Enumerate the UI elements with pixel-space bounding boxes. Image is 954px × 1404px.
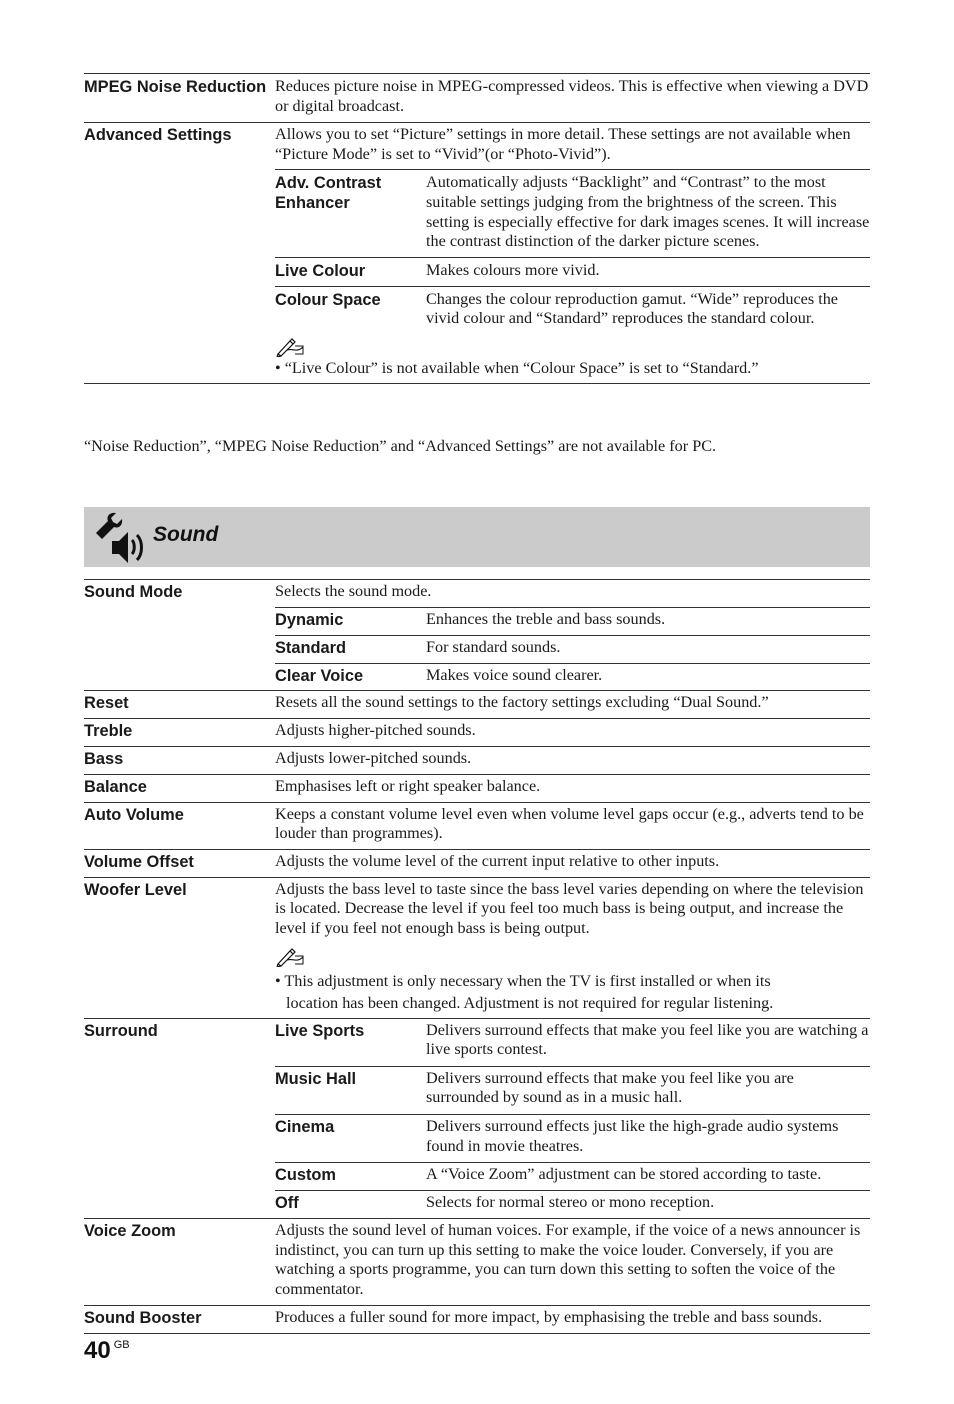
- sub-option-term: Live Sports: [275, 1021, 365, 1040]
- sub-option-row: [275, 169, 870, 256]
- table-row: [84, 1218, 870, 1304]
- sub-option-row: [275, 1066, 870, 1114]
- table-row: [84, 849, 870, 877]
- note-line: location has been changed. Adjustment is not required for regular listening.: [286, 993, 774, 1012]
- sub-option-description: Delivers surround effects that make you feel like you are watching a live sports contest.: [426, 1020, 869, 1059]
- setting-description: Adjusts the bass level to taste since the bass level varies depending on where the television is located. Decrease the level if you feel too much bass is being output, and increase the level if you feel not enough bass is being output.: [275, 879, 864, 937]
- sound-settings-table: [84, 579, 870, 1334]
- page-number: [84, 1337, 130, 1365]
- sub-option-description: Delivers surround effects that make you feel like you are surrounded by sound as in a music hall.: [426, 1068, 794, 1107]
- note-text: [275, 967, 870, 1014]
- setting-term: Voice Zoom: [84, 1222, 176, 1241]
- setting-description: Adjusts the sound level of human voices. For example, if the voice of a news announcer is indistinct, you can turn up this setting to make the voice louder. Conversely, if you are watching a sports programme, you can turn down this setting to soften the voice of the commentator.: [275, 1221, 861, 1298]
- table-row: [84, 690, 870, 718]
- setting-term: Surround: [84, 1021, 158, 1040]
- note-pencil-icon: [275, 337, 305, 357]
- setting-term: Advanced Settings: [84, 126, 232, 145]
- setting-term: Woofer Level: [84, 880, 187, 899]
- table-row: [84, 122, 870, 383]
- sub-option-description: Makes colours more vivid.: [426, 260, 600, 279]
- sub-option-row: [275, 663, 870, 690]
- setting-description: Produces a fuller sound for more impact, by emphasising the treble and bass sounds.: [275, 1307, 823, 1326]
- sub-option-term: Adv. Contrast Enhancer: [275, 174, 382, 213]
- sub-option-description: Automatically adjusts “Backlight” and “Contrast” to the most suitable settings judging from the brightness of the screen. This setting is especially effective for dark images scenes. It will increase the contrast distinction of the darker picture scenes.: [426, 173, 870, 251]
- setting-term: Balance: [84, 777, 147, 796]
- sub-option-term: Colour Space: [275, 290, 381, 309]
- sub-option-term: Dynamic: [275, 610, 344, 629]
- setting-description: Emphasises left or right speaker balance.: [275, 776, 541, 795]
- setting-details: [275, 582, 870, 690]
- setting-term: Auto Volume: [84, 805, 184, 824]
- sub-option-term: Off: [275, 1194, 299, 1213]
- table-row: [84, 746, 870, 774]
- table-row: [84, 1305, 870, 1334]
- setting-details: [275, 1019, 870, 1219]
- sub-option-description: A “Voice Zoom” adjustment can be stored according to taste.: [426, 1165, 822, 1184]
- sub-option-description: Changes the colour reproduction gamut. “Wide” reproduces the vivid colour and “Standard” reproduces the standard colour.: [426, 289, 838, 328]
- sub-option-description: Makes voice sound clearer.: [426, 665, 603, 684]
- sub-option-row: [275, 257, 870, 286]
- note-line: • This adjustment is only necessary when the TV is first installed or when its: [275, 971, 771, 990]
- region-code: GB: [113, 1339, 130, 1351]
- table-row: [84, 73, 870, 122]
- setting-description: Adjusts lower-pitched sounds.: [275, 748, 472, 767]
- table-row: [84, 1018, 870, 1219]
- sub-option-row: [275, 1019, 870, 1066]
- setting-description: Selects the sound mode.: [275, 582, 432, 600]
- setting-description: Adjusts the volume level of the current input relative to other inputs.: [275, 851, 720, 870]
- section-title: Sound: [153, 523, 219, 546]
- sub-option-description: Enhances the treble and bass sounds.: [426, 609, 666, 628]
- setting-term: Sound Mode: [84, 583, 183, 601]
- setting-description: Resets all the sound settings to the factory settings excluding “Dual Sound.”: [275, 692, 769, 711]
- sub-option-description: Selects for normal stereo or mono reception.: [426, 1193, 715, 1212]
- sub-option-term: Custom: [275, 1166, 337, 1185]
- setting-term: Reset: [84, 693, 129, 712]
- setting-term: Bass: [84, 749, 124, 768]
- note-text: • “Live Colour” is not available when “Colour Space” is set to “Standard.”: [275, 358, 759, 377]
- setting-term: Treble: [84, 721, 133, 740]
- wrench-speaker-icon: [90, 511, 146, 565]
- sub-option-row: [275, 1190, 870, 1218]
- sub-option-term: Clear Voice: [275, 666, 364, 685]
- pc-availability-note: “Noise Reduction”, “MPEG Noise Reduction” and “Advanced Settings” are not available for PC.: [84, 437, 717, 455]
- sub-option-description: Delivers surround effects just like the high-grade audio systems found in movie theatres.: [426, 1116, 839, 1155]
- section-banner: [84, 507, 870, 567]
- setting-description: Reduces picture noise in MPEG-compressed videos. This is effective when viewing a DVD or digital broadcast.: [275, 77, 869, 115]
- table-row: [84, 579, 870, 690]
- setting-description: Allows you to set “Picture” settings in more detail. These settings are not available when “Picture Mode” is set to “Vivid”(or “Photo-Vivid”).: [275, 125, 851, 163]
- sub-option-row: [275, 1114, 870, 1162]
- table-row: [84, 718, 870, 746]
- setting-details: [275, 125, 870, 382]
- sub-option-row: [275, 1162, 870, 1190]
- table-row: [84, 802, 870, 849]
- sub-option-term: Standard: [275, 638, 347, 657]
- note-pencil-icon: [275, 947, 305, 967]
- sub-option-row: [275, 607, 870, 635]
- setting-description: Keeps a constant volume level even when volume level gaps occur (e.g., adverts tend to be louder than programmes).: [275, 804, 864, 843]
- sub-option-term: Live Colour: [275, 261, 366, 280]
- sub-option-description: For standard sounds.: [426, 637, 561, 656]
- sub-option-row: [275, 635, 870, 663]
- setting-term: Sound Booster: [84, 1308, 202, 1327]
- page-number-value: 40: [84, 1337, 111, 1364]
- sub-option-term: Cinema: [275, 1117, 335, 1136]
- setting-term: Volume Offset: [84, 852, 194, 871]
- setting-term: MPEG Noise Reduction: [84, 78, 267, 96]
- sub-option-term: Music Hall: [275, 1069, 357, 1088]
- table-row: [84, 774, 870, 802]
- setting-details: [275, 880, 870, 1014]
- picture-settings-table: [84, 73, 870, 384]
- setting-description: Adjusts higher-pitched sounds.: [275, 720, 476, 739]
- sub-option-row: [275, 286, 870, 329]
- table-row: [84, 877, 870, 1018]
